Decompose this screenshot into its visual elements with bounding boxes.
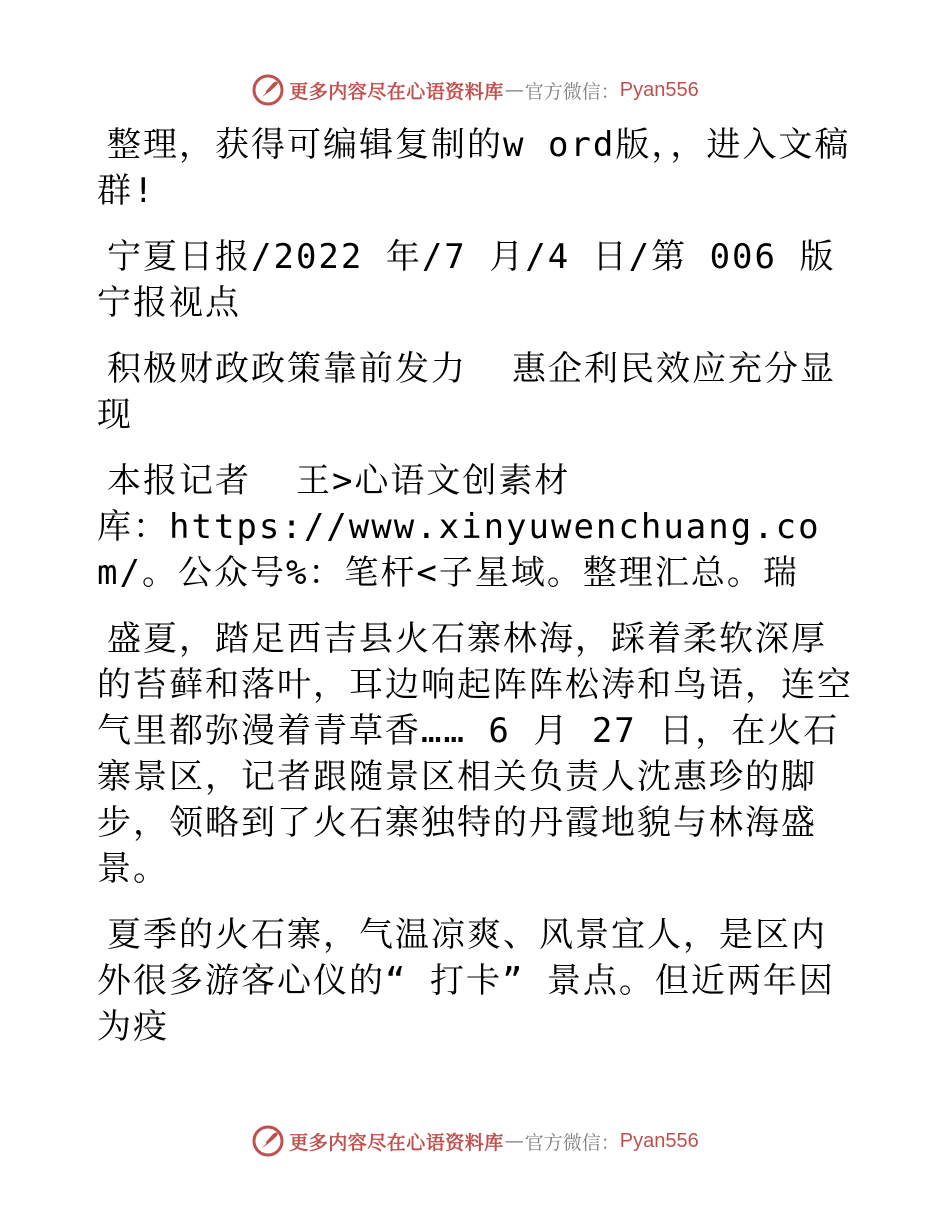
watermark-text: 更多内容尽在心语资料库 (289, 80, 504, 103)
feather-pen-circle-icon (251, 1124, 285, 1158)
watermark-wechat-id: Pyan556 (619, 78, 699, 101)
source-note: 库：https://www.xinyuwenchuang.com/。公众号%：笔杆<子星域。整理汇总。瑞 (97, 507, 821, 593)
watermark-separator: — (504, 79, 524, 101)
header-watermark (0, 70, 950, 110)
feather-pen-circle-icon (251, 73, 285, 107)
watermark-label: 官方微信： (524, 1131, 620, 1154)
source-line: 宁夏日报/2022 年/7 月/4 日/第 006 版宁报视点 (97, 237, 836, 323)
footer-watermark (0, 1121, 950, 1161)
watermark-label: 官方微信： (524, 80, 620, 103)
watermark-wechat-id: Pyan556 (619, 1129, 699, 1152)
watermark-separator: — (504, 1130, 524, 1152)
byline: 本报记者 王>心语文创素材 (107, 461, 571, 501)
document-body (97, 122, 857, 1070)
intro-note: 整理，获得可编辑复制的w ord版，，进入文稿群! (97, 125, 851, 211)
body-paragraph-1: 盛夏，踏足西吉县火石寨林海，踩着柔软深厚的苔藓和落叶，耳边响起阵阵松涛和鸟语，连空气里都弥漫着青草香…… 6 月 27 日，在火石寨景区，记者跟随景区相关负责人沈惠珍的脚步，领略到了火石寨独特的丹霞地貌与林海盛景。 (97, 619, 853, 889)
body-paragraph-2: 夏季的火石寨，气温凉爽、风景宜人，是区内外很多游客心仪的“ 打卡” 景点。但近两年因为疫 (97, 915, 835, 1047)
article-title: 积极财政政策靠前发力 惠企利民效应充分显现 (97, 349, 836, 435)
watermark-text: 更多内容尽在心语资料库 (289, 1131, 504, 1154)
